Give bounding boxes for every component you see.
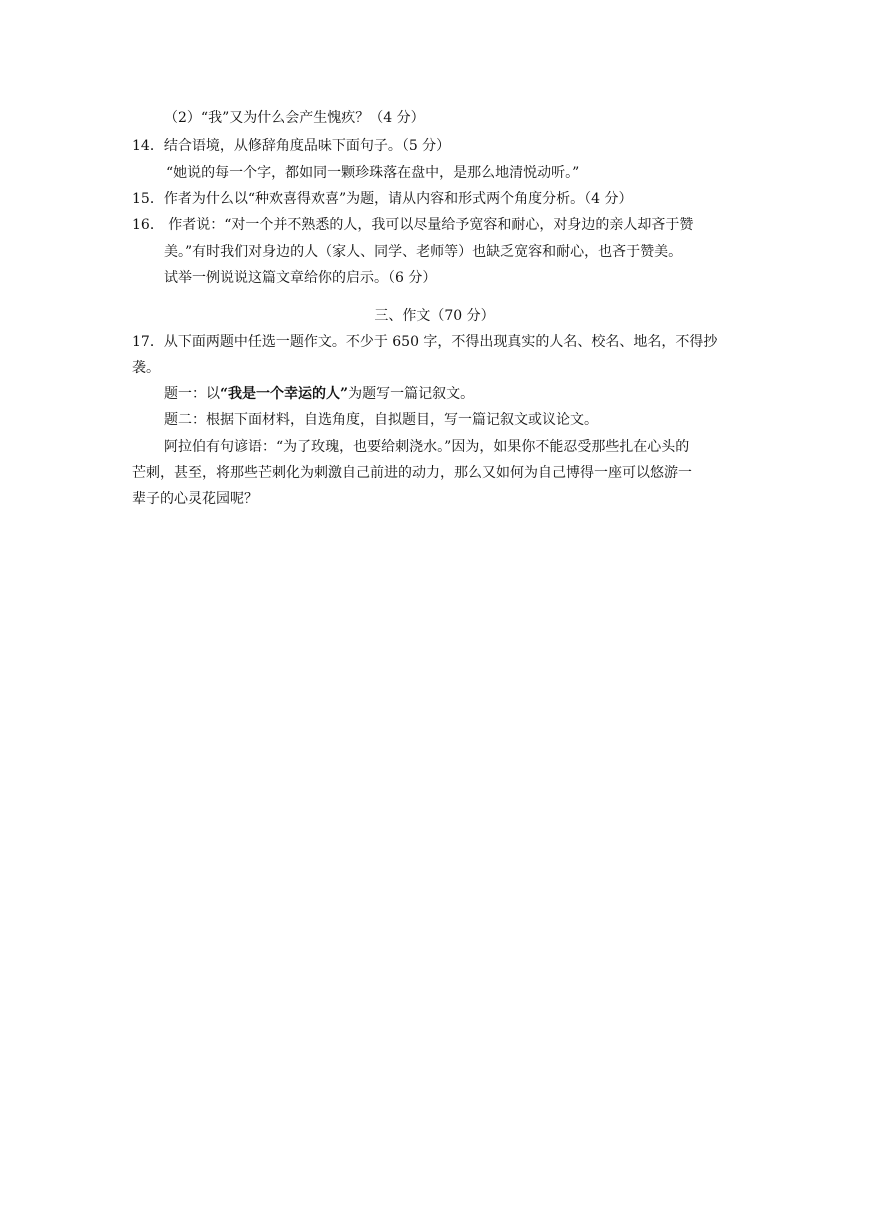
topic-two: 题二：根据下面材料，自选角度，自拟题目，写一篇记叙文或议论文。	[164, 412, 598, 428]
question-15: 15．作者为什么以“种欢喜得欢喜”为题，请从内容和形式两个角度分析。（4 分）	[132, 191, 633, 207]
question-13-2: （2）“我”又为什么会产生愧疚？（4 分）	[164, 110, 425, 126]
topic-one-title: “我是一个幸运的人”	[220, 386, 349, 402]
question-17-line2: 袭。	[132, 360, 160, 376]
question-17-line1: 17．从下面两题中任选一题作文。不少于 650 字，不得出现真实的人名、校名、地名，不得抄	[132, 334, 718, 350]
question-16-line3: 试举一例说说这篇文章给你的启示。（6 分）	[164, 270, 437, 286]
section-heading-composition: 三、作文（70 分）	[374, 308, 495, 324]
topic-one-suffix: 为题写一篇记叙文。	[348, 386, 475, 402]
question-14-quote: “她说的每一个字，都如同一颗珍珠落在盘中，是那么地清悦动听。”	[166, 165, 580, 181]
material-line3: 辈子的心灵花园呢？	[132, 491, 258, 507]
material-line1: 阿拉伯有句谚语：“为了玫瑰，也要给刺浇水。”因为，如果你不能忍受那些扎在心头的	[164, 439, 690, 455]
topic-one	[164, 384, 474, 404]
question-16-line2: 美。”有时我们对身边的人（家人、同学、老师等）也缺乏宽容和耐心，也吝于赞美。	[164, 244, 683, 260]
question-14: 14．结合语境，从修辞角度品味下面句子。（5 分）	[132, 138, 451, 154]
topic-one-prefix: 题一：以	[164, 386, 220, 402]
material-line2: 芒刺，甚至，将那些芒刺化为刺激自己前进的动力，那么又如何为自己博得一座可以悠游一	[132, 465, 692, 481]
question-16-line1: 16． 作者说：“对一个并不熟悉的人，我可以尽量给予宽容和耐心，对身边的亲人却吝于赞	[132, 217, 694, 233]
